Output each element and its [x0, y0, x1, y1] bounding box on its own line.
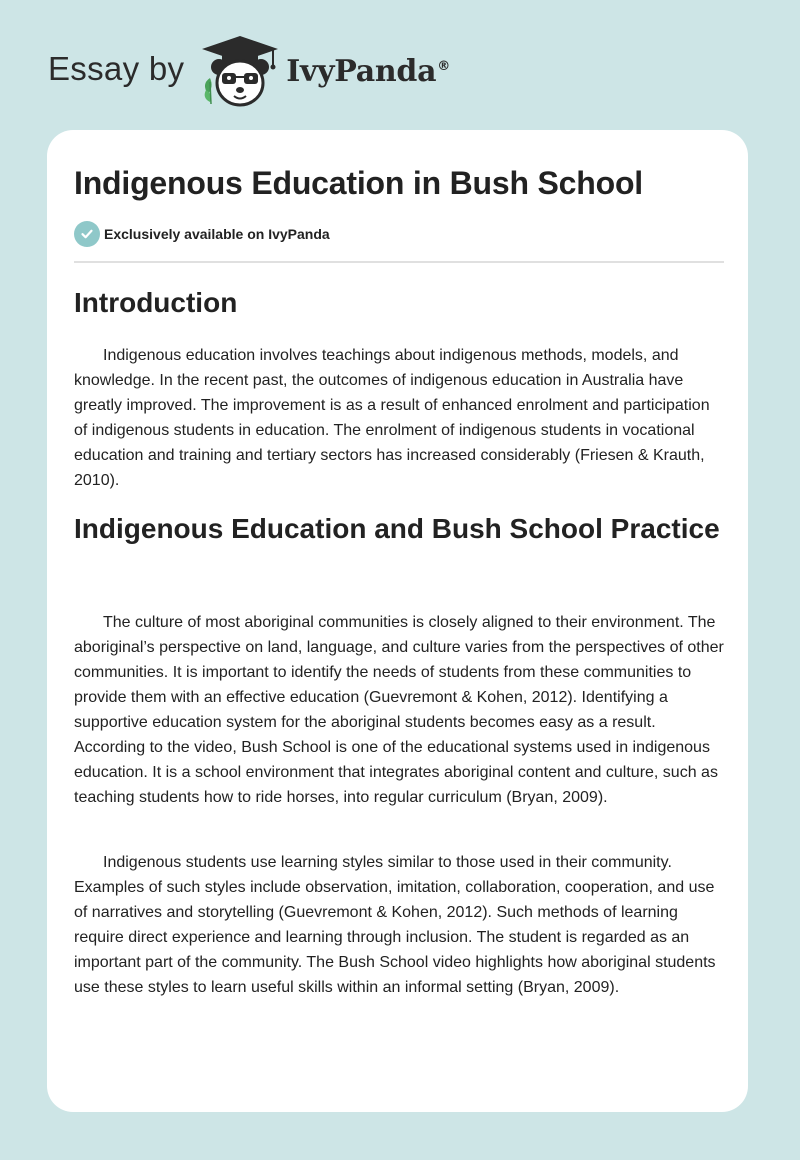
essay-card	[47, 130, 748, 1112]
exclusive-badge	[74, 221, 330, 247]
essay-by-label: Essay by	[48, 50, 185, 87]
section-heading-introduction: Introduction	[74, 287, 238, 318]
section-heading-bush-school-practice: Indigenous Education and Bush School Practice	[74, 513, 720, 544]
check-circle-icon	[74, 221, 100, 247]
brand-name[interactable]: IvyPanda®	[286, 53, 450, 89]
site-header	[48, 34, 450, 110]
page-title: Indigenous Education in Bush School	[74, 165, 644, 201]
panda-graduate-logo-icon[interactable]	[198, 34, 282, 110]
registered-mark: ®	[437, 58, 450, 74]
exclusive-badge-text: Exclusively available on IvyPanda	[104, 226, 330, 242]
paragraph-introduction-1: Indigenous education involves teachings about indigenous methods, models, and knowledge. In the recent past, the outcomes of indigenous education in Australia have greatly improved. The improvement is as a result of enhanced enrolment and participation of indigenous students in education. The enrolment of indigenous students in vocational education and training and tertiary sectors has increased considerably (Friesen & Krauth, 2010).	[74, 347, 710, 489]
paragraph-bush-school-1: The culture of most aboriginal communities is closely aligned to their environment. The aboriginal’s perspective on land, language, and culture varies from the perspectives of other communities. It is important to identify the needs of students from these communities to provide them with an effective education (Guevremont & Kohen, 2012). Identifying a supportive education system for the aboriginal students becomes easy as a result. According to the video, Bush School is one of the educational systems used in indigenous education. It is a school environment that integrates aboriginal content and culture, such as teaching students how to ride horses, into regular curriculum (Bryan, 2009).	[74, 614, 724, 806]
title-divider	[74, 261, 724, 263]
paragraph-bush-school-2: Indigenous students use learning styles similar to those used in their community. Examples of such styles include observation, imitation, collaboration, cooperation, and use of narratives and storytelling (Guevremont & Kohen, 2012). Such methods of learning require direct experience and learning through inclusion. The student is regarded as an important part of the community. The Bush School video highlights how aboriginal students use these styles to learn useful skills within an informal setting (Bryan, 2009).	[74, 854, 716, 996]
